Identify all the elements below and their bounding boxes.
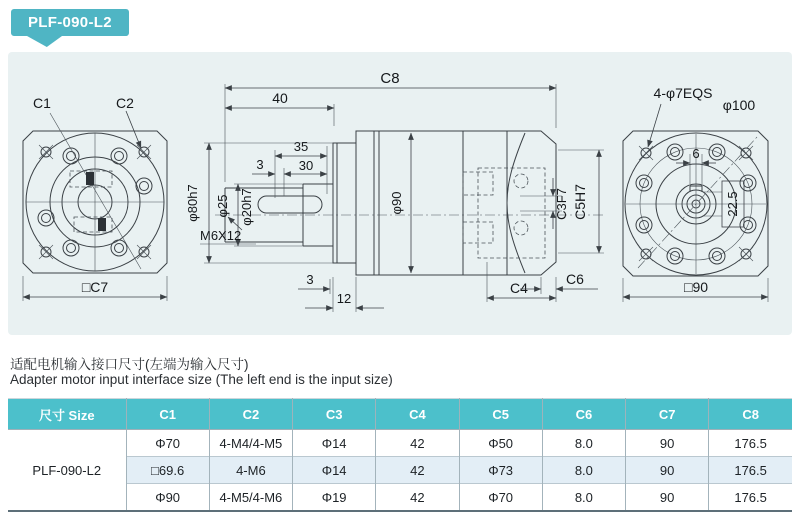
model-badge: PLF-090-L2 [11,9,129,36]
cell: Φ50 [459,430,542,457]
dim-c6: C6 [566,271,584,287]
col-header-c1: C1 [126,399,209,430]
technical-drawing [8,52,792,335]
cell: 8.0 [542,484,625,512]
table-row [8,484,792,512]
model-badge-tail [24,36,62,47]
cell: Φ73 [459,457,542,484]
table-row [8,430,792,457]
col-header-c8: C8 [709,399,792,430]
col-header-c3: C3 [293,399,376,430]
adapter-pocket-hidden [463,168,562,258]
col-header-size: 尺寸 Size [8,399,126,430]
dim-c4: C4 [510,280,528,296]
cell: □69.6 [126,457,209,484]
cell: Φ19 [293,484,376,512]
dim-phi100: φ100 [722,97,756,113]
dim-35: 35 [293,139,309,154]
dim-phi80h7: φ80h7 [185,184,200,222]
cell: 4-M5/4-M6 [209,484,292,512]
side-view [185,70,606,312]
left-view [23,95,167,301]
dim-12: 12 [336,291,352,306]
cell: 4-M6 [209,457,292,484]
cell: 42 [376,457,459,484]
dim-40: 40 [272,90,288,106]
dim-sq90: □90 [683,279,709,295]
section-title-en: Adapter motor input interface size (The left end is the input size) [10,372,393,387]
col-header-c6: C6 [542,399,625,430]
model-cell: PLF-090-L2 [8,430,126,512]
col-header-c4: C4 [376,399,459,430]
section-title-zh: 适配电机输入接口尺寸(左端为输入尺寸) [10,357,249,372]
cell: 90 [626,457,709,484]
cell: 8.0 [542,430,625,457]
right-view [623,85,768,302]
dim-c3f7: C3F7 [554,188,569,220]
dim-3-bottom: 3 [306,272,314,287]
cell: Φ90 [126,484,209,512]
cell: 90 [626,484,709,512]
cell: 42 [376,484,459,512]
table-header-row [8,399,792,430]
cell: 8.0 [542,457,625,484]
dim-phi25: φ25 [215,194,230,218]
left-view-keyway-hidden [70,171,112,232]
cell: 176.5 [709,430,792,457]
keyway-slot [258,196,322,213]
dimension-table-wrap [8,398,792,512]
dim-m6x12: M6X12 [200,228,242,243]
dim-22-5: 22.5 [725,191,740,217]
cell: 176.5 [709,484,792,512]
dim-c7: □C7 [81,279,109,295]
cell: 4-M4/4-M5 [209,430,292,457]
cell: Φ14 [293,457,376,484]
dim-4-phi7eqs: 4-φ7EQS [653,85,713,101]
dim-phi90: φ90 [389,191,404,215]
col-header-c5: C5 [459,399,542,430]
cell: Φ14 [293,430,376,457]
dim-c2: C2 [116,95,134,111]
dimension-table [8,398,792,512]
col-header-c7: C7 [626,399,709,430]
dim-c1: C1 [33,95,51,111]
dim-c8: C8 [380,70,400,87]
dim-phi20h7: φ20h7 [239,188,254,226]
col-header-c2: C2 [209,399,292,430]
dim-30: 30 [298,158,314,173]
cell: 90 [626,430,709,457]
cell: Φ70 [126,430,209,457]
cell: 42 [376,430,459,457]
dim-6: 6 [692,146,700,161]
table-row [8,457,792,484]
cell: Φ70 [459,484,542,512]
drawing-panel [8,52,792,335]
dim-3-top: 3 [256,157,264,172]
cell: 176.5 [709,457,792,484]
dim-c5h7: C5H7 [572,184,588,220]
